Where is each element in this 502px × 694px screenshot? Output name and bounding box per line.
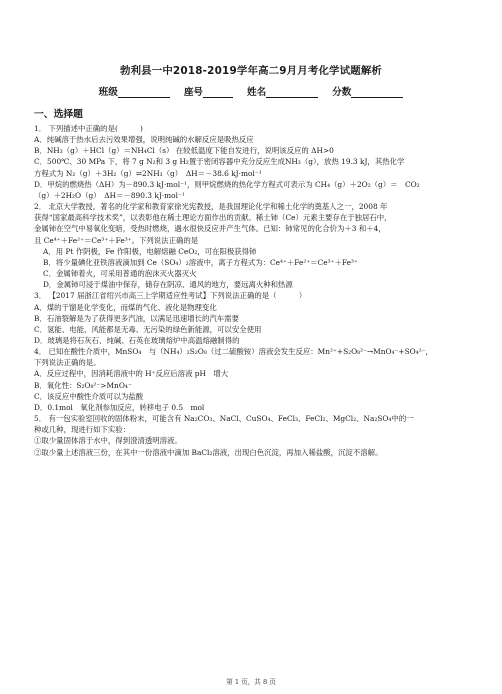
text-line: A．反应过程中，因消耗溶液中的 H⁺反应后溶液 pH 增大 [34, 369, 229, 379]
text-line: ①取少量固体溶于水中，得到澄清透明溶液。 [34, 436, 182, 446]
field-score: 分数 [332, 84, 403, 98]
text-line: 4． 已知在酸性介质中，MnSO₄ 与（NH₄）₂S₂O₈（过二硫酸铵）溶液会发生反应：Mn²⁺+S₂O₈²⁻→MnO₄⁻+SO₄²⁻， [34, 347, 433, 357]
text-line: B．NH₃（g）＋HCl（g）＝NH₄Cl（s） 在较低温度下能自发进行，说明该反应的 ΔH>0 [34, 146, 334, 156]
text-line: 3． 【2017 届浙江省绍兴市高三上学期适应性考试】下列说法正确的是（ ） [34, 291, 307, 301]
text-line: 2． 北京大学教授，著名的化学家和教育家徐光宪教授，是我国理论化学和稀土化学的奠基人之一，2008 年 [34, 202, 388, 212]
document-title: 勃利县一中2018-2019学年高二9月月考化学试题解析 [119, 65, 382, 77]
text-line: ②取少量上述溶液三份，在其中一份溶液中滴加 BaCl₂溶液，出现白色沉淀，再加入稀盐酸，沉淀不溶解。 [34, 447, 383, 457]
text-line: 方程式为 N₂（g）＋3H₂（g）⇌2NH₃（g） ΔH＝－38.6 kJ·mol⁻¹ [34, 168, 262, 178]
text-line: B．将少量碘化亚铁溶液滴加到 Ce（SO₄）₂溶液中，离子方程式为：Ce⁴⁺＋Fe²⁺＝Ce³⁺＋Fe³⁺ [43, 257, 358, 267]
text-line: 种或几种，现进行如下实验： [34, 425, 131, 435]
text-line: C．氢能、电能、风能都是无毒、无污染的绿色新能源，可以安全使用 [34, 324, 262, 334]
class-blank[interactable] [118, 87, 170, 98]
text-line: A．煤的干馏是化学变化，而煤的气化、液化是物理变化 [34, 302, 217, 312]
page-footer: 第 1 页，共 8 页 [226, 678, 276, 686]
score-blank[interactable] [351, 87, 403, 98]
text-line: （g）＋2H₂O（g） ΔH＝－890.3 kJ·mol⁻¹ [34, 190, 185, 200]
text-line: 获得“国家最高科学技术奖”，以表彰他在稀土理论方面作出的贡献。稀土铈（Ce）元素主要存在于独居石中， [34, 213, 392, 223]
text-line: A．用 Pt 作阴极，Fe 作阳极，电解熔融 CeO₂，可在阳极获得铈 [43, 246, 257, 256]
text-line: 1． 下列描述中正确的是( ) [34, 124, 143, 133]
text-line: B．氧化性：S₂O₈²⁻>MnO₄⁻ [34, 380, 132, 390]
text-line: C．金属铈着火，可采用普通的泡沫灭火器灭火 [43, 269, 197, 279]
student-info-row [34, 84, 468, 98]
text-line: A．纯碱溶于热水后去污效果增强，说明纯碱的水解反应是吸热反应 [34, 135, 254, 145]
field-class: 班级 [99, 84, 170, 98]
text-line: 5． 有一包实验室回收的固体粉末，可能含有 Na₂CO₃、NaCl、CuSO₄、FeCl₃、FeCl₂、MgCl₂、Na₂SO₄中的一 [34, 414, 414, 424]
text-line: C．该反应中酸性介质可以为盐酸 [34, 391, 144, 401]
text-line: C．500℃、30 MPa 下，将 7 g N₂和 3 g H₂置于密闭容器中充分反应生成NH₃（g），放热 19.3 kJ，其热化学 [34, 157, 405, 167]
seat-blank[interactable] [203, 87, 233, 98]
text-line: B．石油裂解是为了获得更多汽油，以满足迅速增长的汽车需要 [34, 313, 239, 323]
field-name: 姓名 [247, 84, 318, 98]
name-blank[interactable] [266, 87, 318, 98]
text-line: D．0.1mol 氧化剂参加反应，转移电子 0.5 mol [34, 402, 205, 412]
text-line: 且 Ce⁴⁺＋Fe²⁺＝Ce³⁺＋Fe³⁺。下列说法正确的是 [34, 235, 199, 245]
text-line: D．金属铈可浸于煤油中保存，储存在阴凉、通风的地方，要远离火种和热源 [43, 280, 293, 290]
field-seat: 座号 [184, 84, 233, 98]
text-line: D．甲烷的燃烧热（ΔH）为－890.3 kJ·mol⁻¹，则甲烷燃烧的热化学方程式可表示为 CH₄（g）＋2O₂（g）＝ CO₂ [34, 179, 420, 189]
text-line: 金属铈在空气中易氧化变暗，受热时燃烧，遇水很快反应并产生气体。已知：铈常见的化合价为＋3 和＋4， [34, 224, 386, 234]
text-line: D．玻璃是将石灰石、纯碱、石英在玻璃熔炉中高温熔融制得的 [34, 335, 240, 345]
text-line: 下列说法正确的是。 [34, 358, 101, 368]
question-body [34, 123, 468, 458]
section-heading: 一、选择题 [34, 109, 83, 120]
